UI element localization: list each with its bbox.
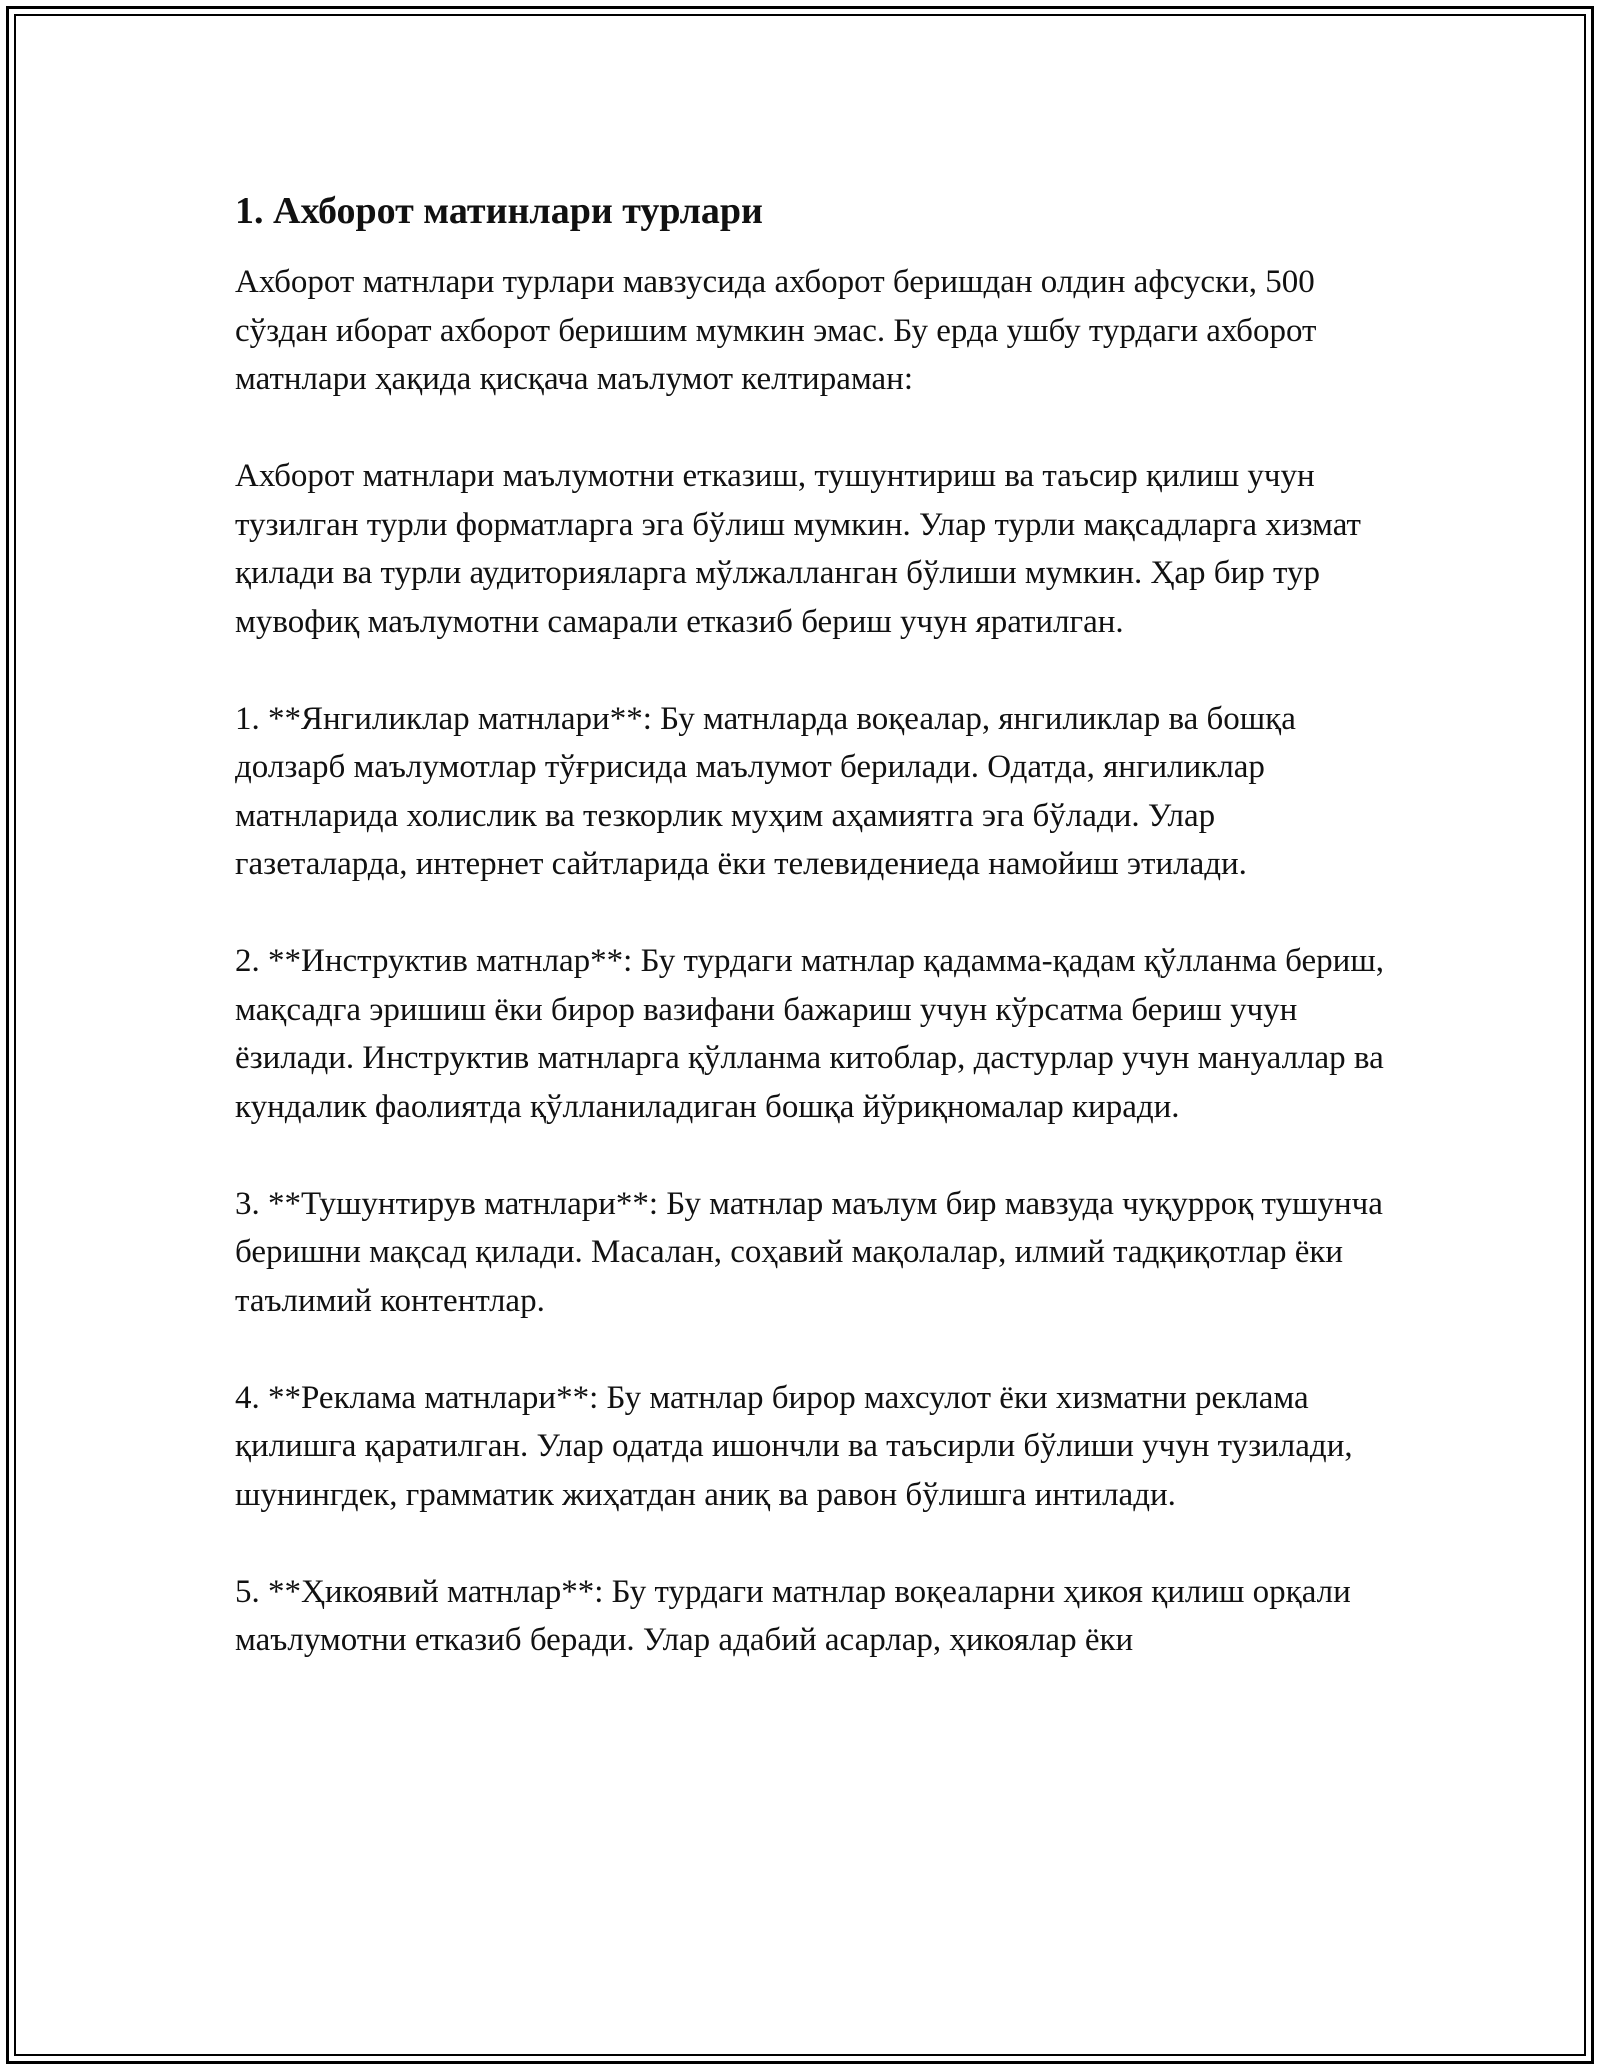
news-texts-paragraph: 1. **Янгиликлар матнлари**: Бу матнларда воқеалар, янгиликлар ва бошқа долзарб маълумотлар тўғрисида маълумот берилади. Одатда, янгиликлар матнларида холислик ва тезкорлик муҳим аҳамиятга эга бўлади. Улар газеталарда, интернет сайтларида ёки телевидениеда намойиш этилади. [235,700,1296,882]
intro-paragraph: Ахборот матнлари турлари мавзусида ахборот беришдан олдин афсуски, 500 сўздан иборат ахборот беришим мумкин эмас. Бу ерда ушбу турдаги ахборот матнлари ҳақида қисқача маълумот келтираман: [235,264,1317,397]
advertising-texts-paragraph: 4. **Реклама матнлари**: Бу матнлар бирор махсулот ёки хизматни реклама қилишга қаратилган. Улар одатда ишончли ва таъсирли бўлиши учун тузилади, шунингдек, грамматик жиҳатдан аниқ ва равон бўлишга интилади. [235,1379,1353,1513]
explanatory-texts-paragraph: 3. **Тушунтирув матнлари**: Бу матнлар маълум бир мавзуда чуқурроқ тушунча беришни мақсад қилади. Масалан, соҳавий мақолалар, илмий тадқиқотлар ёки таълимий контентлар. [235,1185,1383,1319]
overview-paragraph: Ахборот матнлари маълумотни етказиш, тушунтириш ва таъсир қилиш учун тузилган турли форматларга эга бўлиш мумкин. Улар турли мақсадларга хизмат қилади ва турли аудиторияларга мўлжалланган бўлиши мумкин. Ҳар бир тур мувофиқ маълумотни самарали етказиб бериш учун яратилган. [235,458,1361,640]
document-body [235,186,1385,1713]
narrative-texts-paragraph: 5. **Ҳикоявий матнлар**: Бу турдаги матнлар воқеаларни ҳикоя қилиш орқали маълумотни етказиб беради. Улар адабий асарлар, ҳикоялар ёки [235,1573,1351,1658]
instructive-texts-paragraph: 2. **Инструктив матнлар**: Бу турдаги матнлар қадамма-қадам қўлланма бериш, мақсадга эришиш ёки бирор вазифани бажариш учун кўрсатма бериш учун ёзилади. Инструктив матнларга қўлланма китоблар, дастурлар учун мануаллар ва кундалик фаолиятда қўлланиладиган бошқа йўриқномалар киради. [235,943,1385,1125]
document-title: 1. Ахборот матинлари турлари [235,190,763,232]
